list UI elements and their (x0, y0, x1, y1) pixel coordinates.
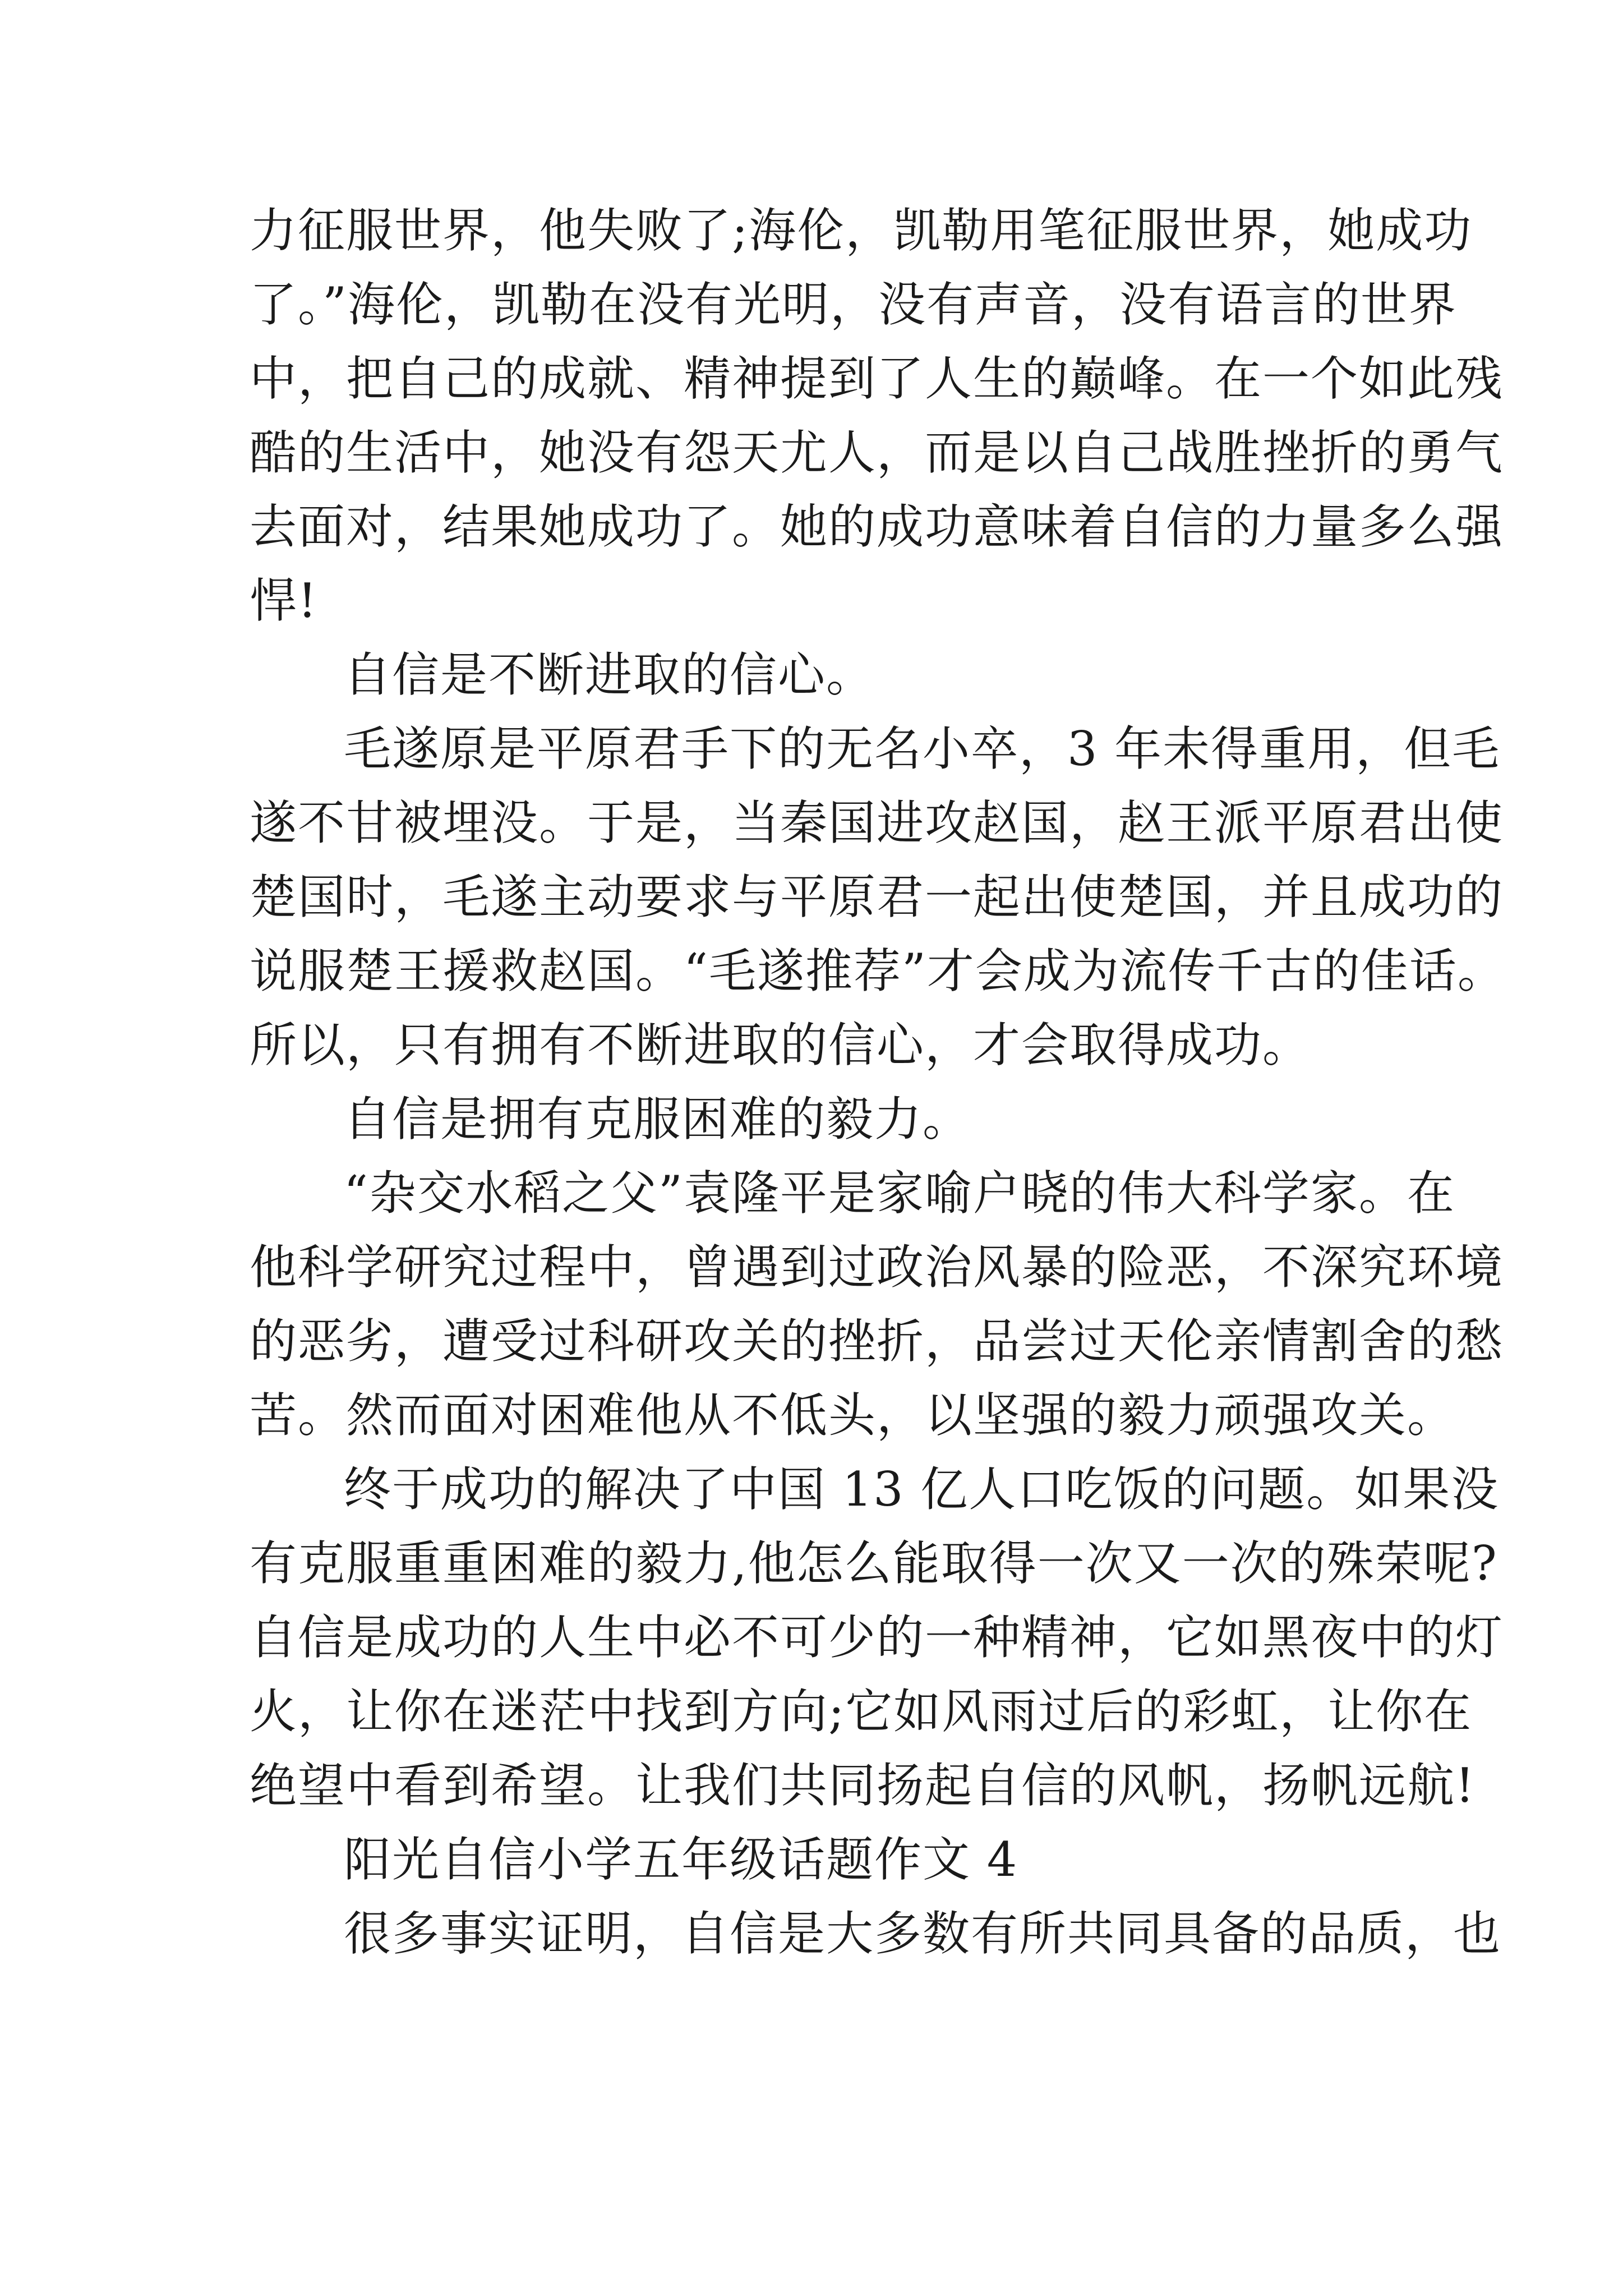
text-line: 遂不甘被埋没。于是，当秦国进攻赵国，赵王派平原君出使 (250, 795, 1504, 850)
paragraph-first-line: 终于成功的解决了中国 13 亿人口吃饭的问题。如果没 (344, 1462, 1500, 1517)
text-line: 火，让你在迷茫中找到方向;它如风雨过后的彩虹，让你在 (250, 1684, 1473, 1739)
text-line: 说服楚王援救赵国。“毛遂推荐”才会成为流传千古的佳话。 (250, 944, 1506, 999)
text-line: 去面对，结果她成功了。她的成功意味着自信的力量多么强 (250, 499, 1504, 554)
text-line: 所以，只有拥有不断进取的信心，才会取得成功。 (250, 1018, 1311, 1073)
text-line: 中，把自己的成就、精神提到了人生的巅峰。在一个如此残 (250, 351, 1504, 406)
paragraph-first-line: 很多事实证明，自信是大多数有所共同具备的品质，也 (344, 1906, 1502, 1961)
paragraph-first-line: 自信是不断进取的信心。 (344, 647, 875, 702)
body-text (250, 194, 1506, 1971)
text-line: 有克服重重困难的毅力,他怎么能取得一次又一次的殊荣呢? (250, 1536, 1498, 1591)
paragraph-first-line: “杂交水稻之父”袁隆平是家喻户晓的伟大科学家。在 (344, 1166, 1455, 1221)
text-line: 酷的生活中，她没有怨天尤人，而是以自己战胜挫折的勇气 (250, 425, 1504, 480)
text-line: 苦。然而面对困难他从不低头，以坚强的毅力顽强攻关。 (250, 1388, 1456, 1443)
text-line: 他科学研究过程中，曾遇到过政治风暴的险恶，不深究环境 (250, 1240, 1504, 1295)
text-line: 力征服世界，他失败了;海伦，凯勒用笔征服世界，她成功 (250, 203, 1473, 258)
text-line: 悍! (250, 573, 318, 628)
text-line: 的恶劣，遭受过科研攻关的挫折，品尝过天伦亲情割舍的愁 (250, 1314, 1504, 1369)
paragraph-first-line: 阳光自信小学五年级话题作文 4 (344, 1832, 1018, 1887)
text-line: 绝望中看到希望。让我们共同扬起自信的风帆，扬帆远航! (250, 1758, 1476, 1813)
paragraph-first-line: 毛遂原是平原君手下的无名小卒，3 年未得重用，但毛 (344, 721, 1501, 776)
text-line: 自信是成功的人生中必不可少的一种精神，它如黑夜中的灯 (250, 1610, 1504, 1665)
paragraph-first-line: 自信是拥有克服困难的毅力。 (344, 1092, 971, 1147)
text-line: 了。”海伦，凯勒在没有光明，没有声音，没有语言的世界 (250, 277, 1457, 332)
text-line: 楚国时，毛遂主动要求与平原君一起出使楚国，并且成功的 (250, 869, 1504, 924)
